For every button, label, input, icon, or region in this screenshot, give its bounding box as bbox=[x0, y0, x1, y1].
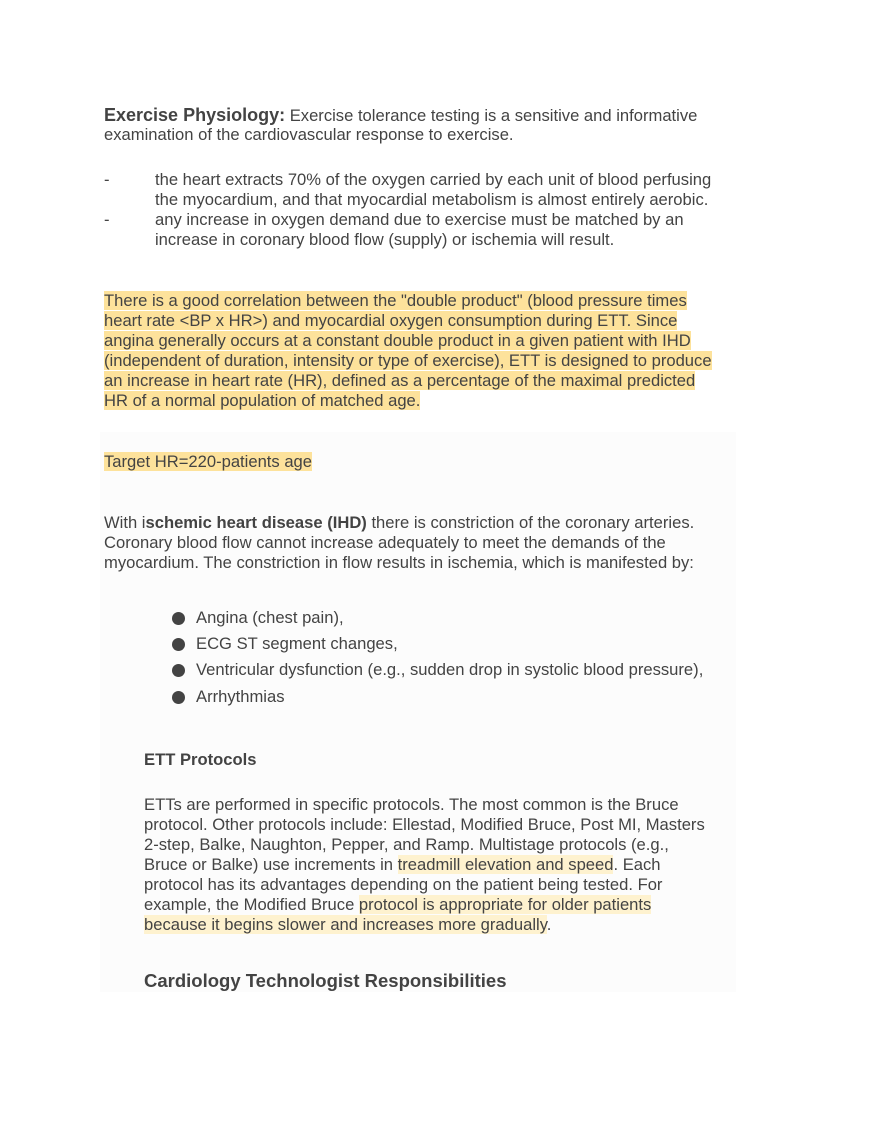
list-item bbox=[104, 210, 711, 250]
target-hr bbox=[104, 452, 312, 472]
bold-term: schemic heart disease (IHD) bbox=[145, 513, 367, 532]
text: 2-step, Balke, Naughton, Pepper, and Ramp. Multistage protocols (e.g., bbox=[144, 835, 669, 854]
bullet-icon bbox=[172, 612, 185, 625]
list-item bbox=[104, 170, 712, 210]
highlighted-text: treadmill elevation and speed bbox=[397, 855, 614, 874]
text: ETTs are performed in specific protocols. The most common is the Bruce bbox=[144, 795, 679, 814]
highlighted-text: heart rate <BP x HR>) and myocardial oxygen consumption during ETT. Since bbox=[104, 311, 678, 330]
text: example, the Modified Bruce bbox=[144, 895, 359, 914]
list-item-text: the heart extracts 70% of the oxygen carried by each unit of blood perfusing bbox=[155, 170, 712, 189]
highlighted-text: an increase in heart rate (HR), defined as a percentage of the maximal predicted bbox=[104, 371, 696, 390]
dash-marker: - bbox=[104, 170, 110, 189]
bullet-icon bbox=[172, 691, 185, 704]
highlighted-text: HR of a normal population of matched age. bbox=[104, 391, 421, 410]
highlighted-text: There is a good correlation between the "double product" (blood pressure times bbox=[104, 291, 687, 310]
text: myocardium. The constriction in flow results in ischemia, which is manifested by: bbox=[104, 553, 694, 572]
text: . Each bbox=[613, 855, 661, 874]
highlighted-text: angina generally occurs at a constant double product in a given patient with IHD bbox=[104, 331, 691, 350]
list-item bbox=[196, 660, 703, 687]
ett-heading: ETT Protocols bbox=[144, 750, 257, 769]
list-item-text: the myocardium, and that myocardial metabolism is almost entirely aerobic. bbox=[155, 190, 709, 209]
responsibilities-heading: Cardiology Technologist Responsibilities bbox=[144, 970, 507, 991]
list-item bbox=[196, 608, 703, 634]
list-item bbox=[196, 687, 703, 713]
bullet-icon bbox=[172, 638, 185, 651]
intro-text: examination of the cardiovascular response to exercise. bbox=[104, 125, 514, 144]
text: Coronary blood flow cannot increase adequately to meet the demands of the bbox=[104, 533, 666, 552]
list-item-text: Ventricular dysfunction (e.g., sudden drop in systolic blood pressure), bbox=[196, 660, 704, 679]
text: With i bbox=[104, 513, 146, 532]
text: protocol. Other protocols include: Ellestad, Modified Bruce, Post MI, Masters bbox=[144, 815, 705, 834]
list-item-text: any increase in oxygen demand due to exercise must be matched by an bbox=[155, 210, 684, 229]
list-item bbox=[196, 634, 703, 660]
intro-title: Exercise Physiology: bbox=[104, 105, 286, 125]
list-item-text: Arrhythmias bbox=[196, 687, 285, 706]
highlighted-text: (independent of duration, intensity or type of exercise), ETT is designed to produce bbox=[104, 351, 712, 370]
list-item-text: Angina (chest pain), bbox=[196, 608, 344, 627]
text: Bruce or Balke) use increments in bbox=[144, 855, 398, 874]
intro-text: Exercise tolerance testing is a sensitive and informative bbox=[285, 106, 698, 125]
highlighted-text: protocol is appropriate for older patients bbox=[358, 895, 652, 914]
text: there is constriction of the coronary arteries. bbox=[366, 513, 695, 532]
list-item-text: increase in coronary blood flow (supply) or ischemia will result. bbox=[155, 230, 615, 249]
double-product-paragraph bbox=[104, 291, 712, 411]
highlighted-text: because it begins slower and increases more gradually bbox=[144, 915, 547, 934]
bullet-icon bbox=[172, 664, 185, 677]
dash-marker: - bbox=[104, 210, 110, 229]
text: . bbox=[546, 915, 552, 934]
intro-paragraph bbox=[104, 105, 697, 145]
list-item-text: ECG ST segment changes, bbox=[196, 634, 398, 653]
highlighted-text: Target HR=220-patients age bbox=[104, 452, 313, 471]
bullet-list bbox=[196, 608, 703, 713]
ett-paragraph bbox=[144, 795, 705, 935]
dash-list bbox=[104, 170, 712, 250]
ihd-paragraph bbox=[104, 513, 694, 573]
text: protocol has its advantages depending on the patient being tested. For bbox=[144, 875, 663, 894]
